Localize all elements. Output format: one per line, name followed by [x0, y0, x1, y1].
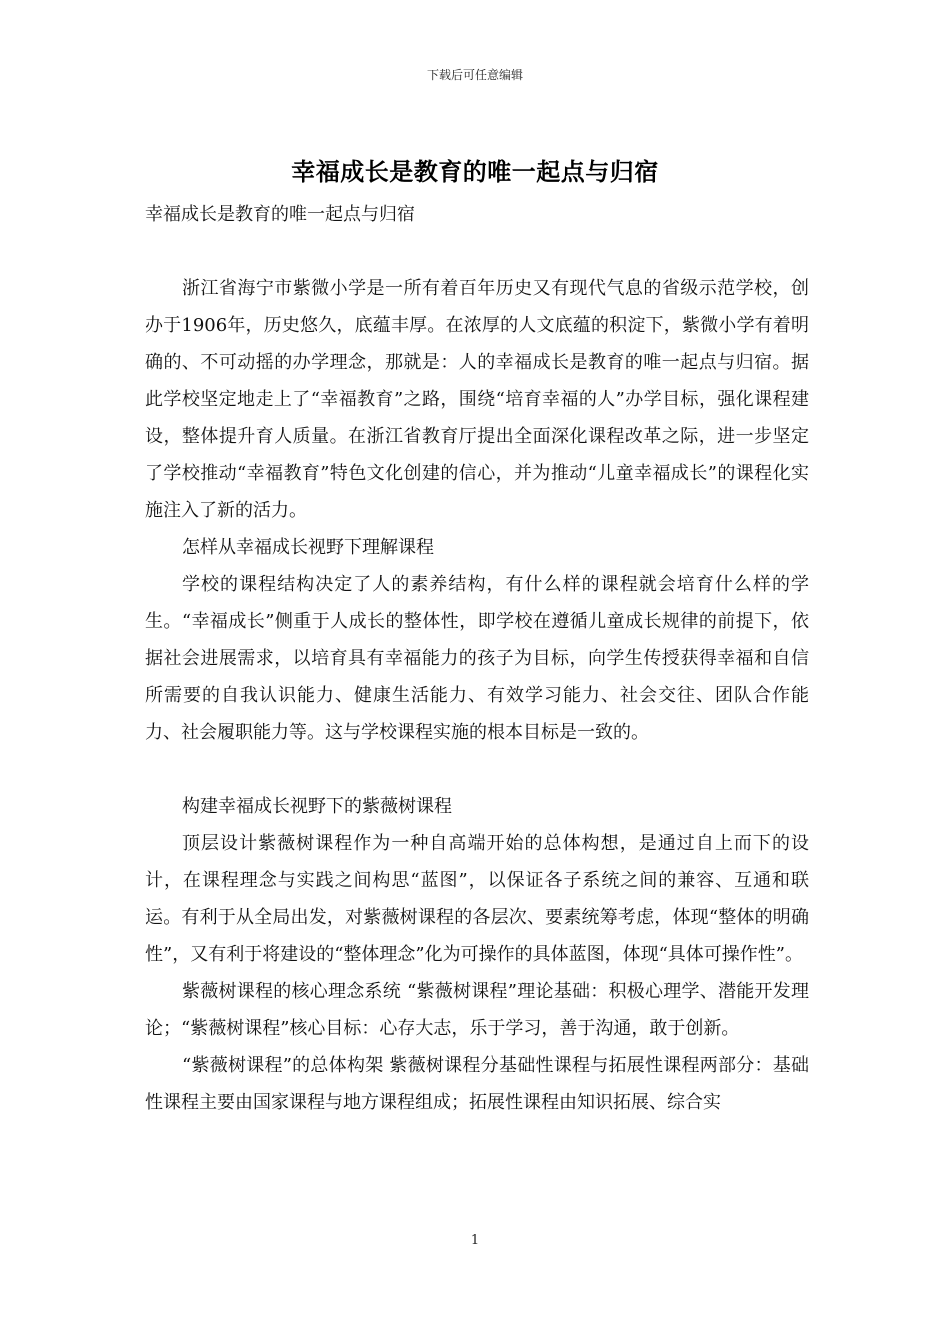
- document-title: 幸福成长是教育的唯一起点与归宿: [291, 157, 659, 186]
- blank-line: [145, 751, 809, 788]
- paragraph-curriculum-structure: 学校的课程结构决定了人的素养结构，有什么样的课程就会培育什么样的学生。“幸福成长”侧重于人成长的整体性，即学校在遵循儿童成长规律的前提下，依据社会进展需求，以培育具有幸福能力的孩子为目标，向学生传授获得幸福和自信所需要的自我认识能力、健康生活能力、有效学习能力、社会交往、团队合作能力、社会履职能力等。这与学校课程实施的根本目标是一致的。: [145, 574, 809, 743]
- paragraph-top-design: 顶层设计紫薇树课程作为一种自高端开始的总体构想，是通过自上而下的设计，在课程理念与实践之间构思“蓝图”，以保证各子系统之间的兼容、互通和联运。有利于从全局出发，对紫薇树课程的各层次、要素统筹考虑，体现“整体的明确性”，又有利于将建设的“整体理念”化为可操作的具体蓝图，体现“具体可操作性”。: [145, 833, 809, 965]
- page-header: 下载后可任意编辑: [426, 68, 523, 82]
- paragraph-intro: 浙江省海宁市紫微小学是一所有着百年历史又有现代气息的省级示范学校，创办于1906年，历史悠久，底蕴丰厚。在浓厚的人文底蕴的积淀下，紫微小学有着明确的、不可动摇的办学理念，那就是：人的幸福成长是教育的唯一起点与归宿。据此学校坚定地走上了“幸福教育”之路，围绕“培育幸福的人”办学目标，强化课程建设，整体提升育人质量。在浙江省教育厅提出全面深化课程改革之际，进一步坚定了学校推动“幸福教育”特色文化创建的信心，并为推动“儿童幸福成长”的课程化实施注入了新的活力。: [145, 278, 809, 521]
- paragraph-framework: “紫薇树课程”的总体构架 紫薇树课程分基础性课程与拓展性课程两部分：基础性课程主要由国家课程与地方课程组成；拓展性课程由知识拓展、综合实: [145, 1055, 809, 1113]
- section-heading-understanding: 怎样从幸福成长视野下理解课程: [182, 537, 434, 558]
- section-heading-building: 构建幸福成长视野下的紫薇树课程: [182, 796, 452, 817]
- blank-line: [145, 233, 809, 270]
- subtitle: 幸福成长是教育的唯一起点与归宿: [145, 204, 415, 225]
- paragraph-core-concept: 紫薇树课程的核心理念系统 “紫薇树课程”理论基础：积极心理学、潜能开发理论；“紫薇树课程”核心目标：心存大志，乐于学习，善于沟通，敢于创新。: [145, 981, 809, 1039]
- page-number: 1: [470, 1233, 480, 1248]
- document-body: [145, 196, 809, 1121]
